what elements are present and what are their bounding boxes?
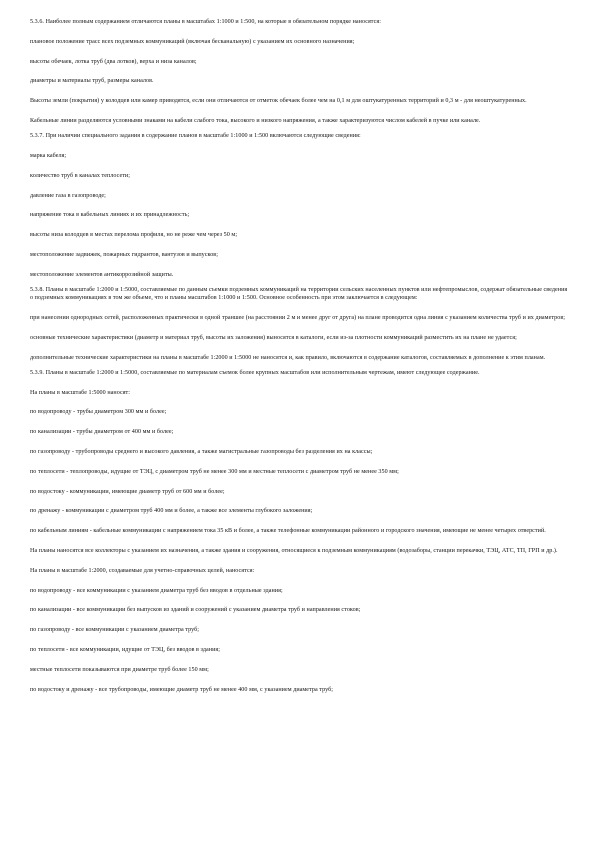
paragraph: местоположение задвижек, пожарных гидрантов, вантузов и выпусков; <box>30 251 218 258</box>
paragraph: по газопроводу - трубопроводы среднего и высокого давления, а также магистральные газопроводы без разделения их на классы; <box>30 448 373 455</box>
paragraph: Кабельные линии разделяются условными знаками на кабели слабого тока, высокого и низкого напряжения, а также характеризуются числом кабелей в пучке или канале. <box>30 117 481 124</box>
paragraph: по канализации - все коммуникации без выпусков из зданий и сооружений с указанием диаметра труб и направления стоков; <box>30 607 361 614</box>
paragraph: давление газа в газопроводе; <box>30 192 106 199</box>
paragraph: по водостоку - коммуникации, имеющие диаметр труб от 600 мм и более; <box>30 488 225 495</box>
paragraph: количество труб в каналах теплосети; <box>30 172 130 179</box>
paragraph-5-3-8: 5.3.8. Планы в масштабе 1:2000 и 1:5000, составляемые по данным съемки подземных коммуникаций на территории сельских населенных пунктов или нефтепромыслов, содержат обязательные сведения о подземных коммуникациях в том же объеме, что и планы масштабов 1:1000 и 1:500. Основное особенность при этом заключается в следующем: <box>30 286 568 302</box>
paragraph: при нанесении однородных сетей, расположенных практически в одной траншее (на расстоянии 2 м и менее друг от друга) на плане проводится одна линия с указанием количества труб и их диаметров; <box>30 314 565 321</box>
paragraph: местоположение элементов антикоррозийной защиты. <box>30 271 174 278</box>
paragraph: На планы наносятся все коллекторы с указанием их назначения, а также здания и сооружения, относящиеся к подземным коммуникациям (водозаборы, станции перекачки, ТЭЦ, АТС, ТП, ГРП и др.). <box>30 547 558 554</box>
paragraph: дополнительные технические характеристики на планы в масштабе 1:2000 и 1:5000 не наносятся и, как правило, включаются в содержание каталогов, составляемых в дополнение к этим планам. <box>30 354 546 361</box>
paragraph: марка кабеля; <box>30 152 67 159</box>
paragraph-5-3-7: 5.3.7. При наличии специального задания в содержание планов в масштабе 1:1000 и 1:500 включаются следующие сведения: <box>30 133 361 140</box>
paragraph: по кабельным линиям - кабельные коммуникации с напряжением тока 35 кВ и более, а также телефонные коммуникации районного и городского значения, имеющие не менее четырех отверстий. <box>30 528 546 535</box>
paragraph: по дренажу - коммуникации с диаметром труб 400 мм и более, а также все элементы глубокого заложения; <box>30 508 313 515</box>
paragraph: напряжение тока в кабельных линиях и их принадлежность; <box>30 212 190 219</box>
paragraph: по водопроводу - все коммуникации с указанием диаметра труб без вводов в отдельные здания; <box>30 587 283 594</box>
paragraph: высоты обечаек, лотка труб (два лотков), верха и низа каналов; <box>30 58 197 65</box>
paragraph: Высоты земли (покрытия) у колодцев или камер приводятся, если они отличаются от отметок обечаек более чем на 0,1 м для оштукатуренных территорий и 0,3 м - для неоштукатуренных. <box>30 98 527 105</box>
document-page <box>30 18 568 705</box>
paragraph: На планы в масштабе 1:5000 наносят: <box>30 389 131 396</box>
paragraph: плановое положение трасс всех подземных коммуникаций (включая бесканальную) с указанием их основного назначения; <box>30 38 355 45</box>
paragraph-5-3-9: 5.3.9. Планы в масштабе 1:2000 и 1:5000, составляемые по материалам съемок более крупных масштабов или исполнительным чертежам, имеют следующее содержание. <box>30 369 480 376</box>
paragraph: основные технические характеристики (диаметр и материал труб, высоты их заложения) выносятся в каталоги, если из-за плотности коммуникаций разместить их на плане не удается; <box>30 334 517 341</box>
paragraph: местные теплосети показываются при диаметре труб более 150 мм; <box>30 666 209 673</box>
paragraph-5-3-6: 5.3.6. Наиболее полным содержанием отличаются планы в масштабах 1:1000 и 1:500, на которые в обязательном порядке наносятся: <box>30 19 381 25</box>
paragraph: по теплосети - теплопроводы, идущие от ТЭЦ, с диаметром труб не менее 300 мм и местные теплосети с диаметром труб не менее 350 мм; <box>30 468 399 475</box>
paragraph: по водостоку и дренажу - все трубопроводы, имеющие диаметр труб не менее 400 мм, с указанием диаметра труб; <box>30 686 333 693</box>
paragraph: по газопроводу - все коммуникации с указанием диаметра труб; <box>30 627 199 634</box>
paragraph: высоты низа колодцев в местах перелома профиля, но не реже чем через 50 м; <box>30 232 238 239</box>
paragraph: На планы в масштабе 1:2000, создаваемые для учетно-справочных целей, наносятся: <box>30 567 255 574</box>
paragraph: по теплосети - все коммуникации, идущие от ТЭЦ, без вводов в здания; <box>30 646 221 653</box>
paragraph: по водопроводу - трубы диаметром 300 мм и более; <box>30 409 167 416</box>
paragraph: по канализации - трубы диаметром от 400 мм и более; <box>30 429 174 436</box>
paragraph: диаметры и материалы труб, размеры каналов. <box>30 78 154 85</box>
